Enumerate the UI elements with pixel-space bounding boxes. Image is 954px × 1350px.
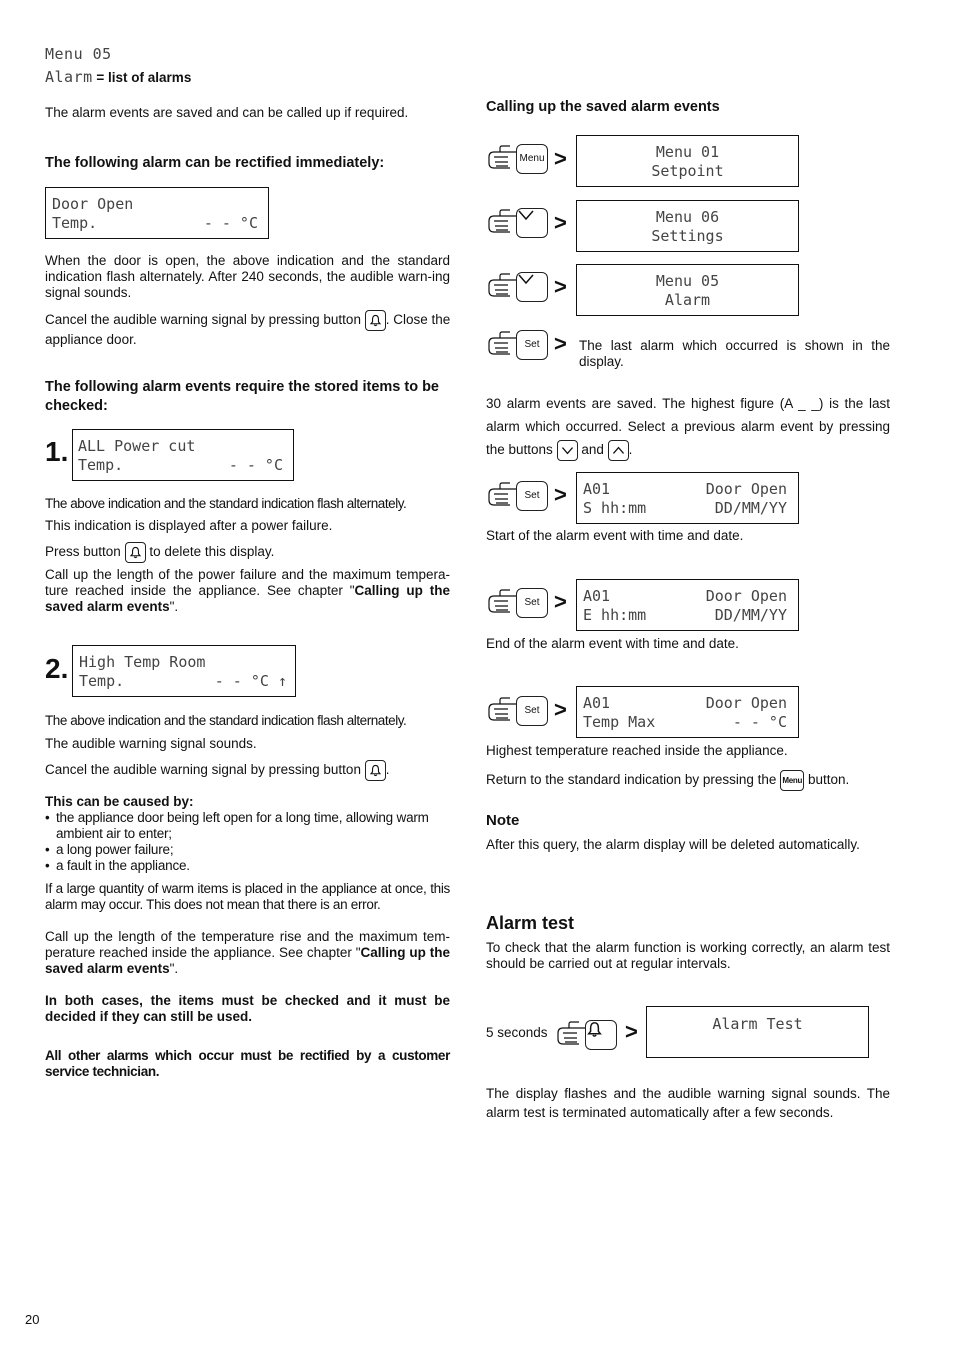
- bell-button[interactable]: [125, 542, 146, 563]
- menu-05-display: [576, 264, 799, 316]
- high-text-1: The above indication and the standard indication flash alternately.: [45, 713, 407, 728]
- chevron-down-icon: [517, 273, 535, 285]
- alarm-time: E hh:mm: [583, 606, 647, 624]
- bell-icon: [129, 546, 142, 559]
- down-key[interactable]: [516, 272, 548, 302]
- large-qty-text: If a large quantity of warm items is placed in the appliance at once, this alarm may occur. This does not mean that there is an error.: [45, 881, 450, 912]
- step-arrow: >: [554, 274, 567, 299]
- menu-key-press[interactable]: [486, 142, 552, 176]
- alarm-end-display: [576, 579, 799, 631]
- item-number-2: 2.: [45, 653, 69, 684]
- all-other-text: All other alarms which occur must be rectified by a customer service technician.: [45, 1048, 450, 1079]
- set-key[interactable]: [516, 330, 548, 360]
- set-key-press[interactable]: [486, 694, 552, 728]
- callup-text-1: [45, 567, 450, 615]
- cancel-text-1a: Cancel the audible warning signal by pressing button: [45, 312, 361, 328]
- cause-item: • a fault in the appliance.: [45, 858, 452, 874]
- alarm-max-display: [576, 686, 799, 738]
- display-line1: Menu 01: [655, 143, 720, 161]
- alarm-type: Door Open: [705, 694, 787, 712]
- note-text: After this query, the alarm display will be deleted automatically.: [486, 837, 860, 852]
- display-line2: Settings: [651, 227, 724, 245]
- alarm-desc: = list of alarms: [92, 70, 192, 85]
- set-key[interactable]: [516, 588, 548, 618]
- thirty-end: .: [628, 442, 633, 457]
- cause-item: • a long power failure;: [45, 842, 452, 858]
- door-display-temp: Temp.: [52, 214, 98, 232]
- alarm-test-heading: Alarm test: [486, 913, 575, 933]
- stored-heading: The following alarm events require the stored items to be checked:: [45, 379, 439, 414]
- power-cut-display: [72, 429, 294, 481]
- power-display-temp: Temp.: [78, 456, 124, 474]
- alarm-type: Door Open: [705, 480, 787, 498]
- down-key-press[interactable]: [486, 270, 552, 304]
- press-button-text: [45, 542, 455, 563]
- callup2-link: Calling up the saved alarm events: [45, 945, 450, 976]
- menu-button[interactable]: [780, 770, 804, 791]
- cancel-text-1b: . Close the appliance door.: [45, 312, 451, 347]
- chevron-down-icon: [517, 209, 535, 221]
- causes-list: [45, 810, 452, 874]
- bell-icon: [369, 314, 382, 327]
- alarm-start-display: [576, 472, 799, 524]
- high-display-value: - - °C ↑: [214, 672, 287, 690]
- alarm-test-display: [646, 1006, 869, 1058]
- return-text: [486, 770, 896, 791]
- display-line2: Alarm: [664, 291, 711, 309]
- door-open-text: When the door is open, the above indication and the standard indication flash alternately. After 240 seconds, the audible warn-ing signal sounds.: [45, 253, 450, 300]
- step-arrow: >: [554, 146, 567, 171]
- alarm-date: DD/MM/YY: [714, 499, 787, 517]
- bell-icon: [586, 1021, 603, 1038]
- step-arrow: >: [554, 210, 567, 235]
- menu-key-label: Menu: [519, 153, 545, 164]
- bell-key[interactable]: [585, 1020, 617, 1050]
- high-display-line1: High Temp Room: [79, 653, 206, 671]
- thirty-and: and: [581, 442, 604, 457]
- alarm-heading: [45, 69, 191, 86]
- display-line1: Menu 06: [655, 208, 720, 226]
- start-text: Start of the alarm event with time and date.: [486, 528, 744, 543]
- alarm-temp-value: - - °C: [732, 713, 787, 731]
- cause-item: • the appliance door being left open for a long time, allowing warm ambient air to enter;: [45, 810, 452, 842]
- callup1-c: ".: [169, 599, 179, 614]
- bell-key-press[interactable]: [555, 1018, 621, 1052]
- menu-05-label: Menu 05: [45, 45, 112, 63]
- thirty-text-a: 30 alarm events are saved. The highest figure (A _ _) is the last alarm which occurred. Select a previous alarm event by pressing the buttons: [486, 396, 890, 457]
- menu-key[interactable]: [516, 144, 548, 174]
- alarm-temp-label: Temp Max: [583, 713, 656, 731]
- callup1-link: Calling up the saved alarm events: [45, 583, 451, 614]
- end-text: End of the alarm event with time and date.: [486, 636, 739, 651]
- callup1-a: Call up the length of the power failure and the maximum tempera-ture reached inside the appliance. See chapter ": [45, 567, 450, 598]
- immediate-heading: The following alarm can be rectified immediately:: [45, 155, 385, 171]
- set-key[interactable]: [516, 696, 548, 726]
- door-display-value: - - °C: [203, 214, 258, 232]
- high-temp-display: [72, 645, 296, 697]
- alarm-type: Door Open: [705, 587, 787, 605]
- set-key-label: Set: [524, 705, 540, 716]
- callup2-c: ".: [169, 961, 179, 976]
- alarm-time: S hh:mm: [583, 499, 647, 517]
- note-heading: Note: [486, 812, 520, 829]
- set-key-label: Set: [524, 490, 540, 501]
- cancel-text-1: [45, 310, 453, 349]
- press-text-a: Press button: [45, 544, 121, 560]
- high-text-2: The audible warning signal sounds.: [45, 736, 257, 751]
- intro-text: The alarm events are saved and can be called up if required.: [45, 105, 409, 120]
- alarm-number: A01: [583, 480, 611, 498]
- callup-text-2: [45, 929, 450, 977]
- step-arrow: >: [554, 589, 567, 614]
- alarm-date: DD/MM/YY: [714, 606, 787, 624]
- door-open-display: [45, 187, 269, 239]
- set-key-press[interactable]: [486, 328, 552, 362]
- power-text-1: The above indication and the standard indication flash alternately.: [45, 496, 407, 511]
- callup2-a: Call up the length of the temperature rise and the maximum tem-perature reached inside the appliance. See chapter ": [45, 929, 450, 960]
- both-cases-text: In both cases, the items must be checked and it must be decided if they can still be used.: [45, 993, 450, 1024]
- step-arrow: >: [554, 697, 567, 722]
- max-text: Highest temperature reached inside the appliance.: [486, 743, 788, 758]
- alarm-number: A01: [583, 694, 611, 712]
- step-arrow: >: [554, 331, 567, 356]
- chevron-down-icon: [561, 446, 574, 455]
- five-seconds-label: 5 seconds: [486, 1025, 548, 1040]
- door-display-line1: Door Open: [52, 195, 134, 213]
- alarm-test-display-text: Alarm Test: [712, 1015, 803, 1033]
- alarm-test-text: To check that the alarm function is working correctly, an alarm test should be carried out at regular intervals.: [486, 940, 890, 971]
- page-number: 20: [25, 1312, 40, 1327]
- set-key-label: Set: [524, 597, 540, 608]
- thirty-alarms-text: [486, 392, 890, 461]
- cancel-text-2: Cancel the audible warning signal by pressing button .: [45, 760, 455, 781]
- caused-heading: This can be caused by:: [45, 794, 194, 809]
- down-button[interactable]: [557, 440, 578, 461]
- step-arrow: >: [554, 482, 567, 507]
- set-key-press[interactable]: [486, 586, 552, 620]
- bell-button[interactable]: [365, 760, 386, 781]
- display-line1: Menu 05: [655, 272, 720, 290]
- bell-icon: [369, 764, 382, 777]
- alarm-number: A01: [583, 587, 611, 605]
- power-display-value: - - °C: [228, 456, 283, 474]
- down-key-press[interactable]: [486, 206, 552, 240]
- power-text-2: This indication is displayed after a power failure.: [45, 518, 333, 533]
- high-display-temp: Temp.: [79, 672, 125, 690]
- step-arrow: >: [625, 1019, 638, 1044]
- press-text-b: to delete this display.: [149, 544, 275, 560]
- menu-06-display: [576, 200, 799, 252]
- calling-heading: Calling up the saved alarm events: [486, 99, 720, 115]
- return-text-a: Return to the standard indication by pressing the: [486, 772, 777, 788]
- down-key[interactable]: [516, 208, 548, 238]
- up-button[interactable]: [608, 440, 629, 461]
- item-number-1: 1.: [45, 436, 69, 467]
- set-key-press[interactable]: [486, 479, 552, 513]
- return-text-b: button.: [807, 772, 850, 788]
- menu-01-display: [576, 135, 799, 187]
- display-line2: Setpoint: [651, 162, 724, 180]
- cancel-text-2a: Cancel the audible warning signal by pressing button: [45, 762, 361, 778]
- power-display-line1: ALL Power cut: [78, 437, 196, 455]
- bell-button[interactable]: [365, 310, 386, 331]
- flash-text: The display flashes and the audible warning signal sounds. The alarm test is terminated automatically after a few seconds.: [486, 1086, 890, 1120]
- menu-button-label: Menu: [782, 775, 803, 785]
- set-key-label: Set: [524, 339, 540, 350]
- last-alarm-text: The last alarm which occurred is shown in the display.: [579, 338, 890, 369]
- alarm-word: Alarm: [45, 68, 93, 86]
- set-key[interactable]: [516, 481, 548, 511]
- chevron-up-icon: [612, 446, 625, 455]
